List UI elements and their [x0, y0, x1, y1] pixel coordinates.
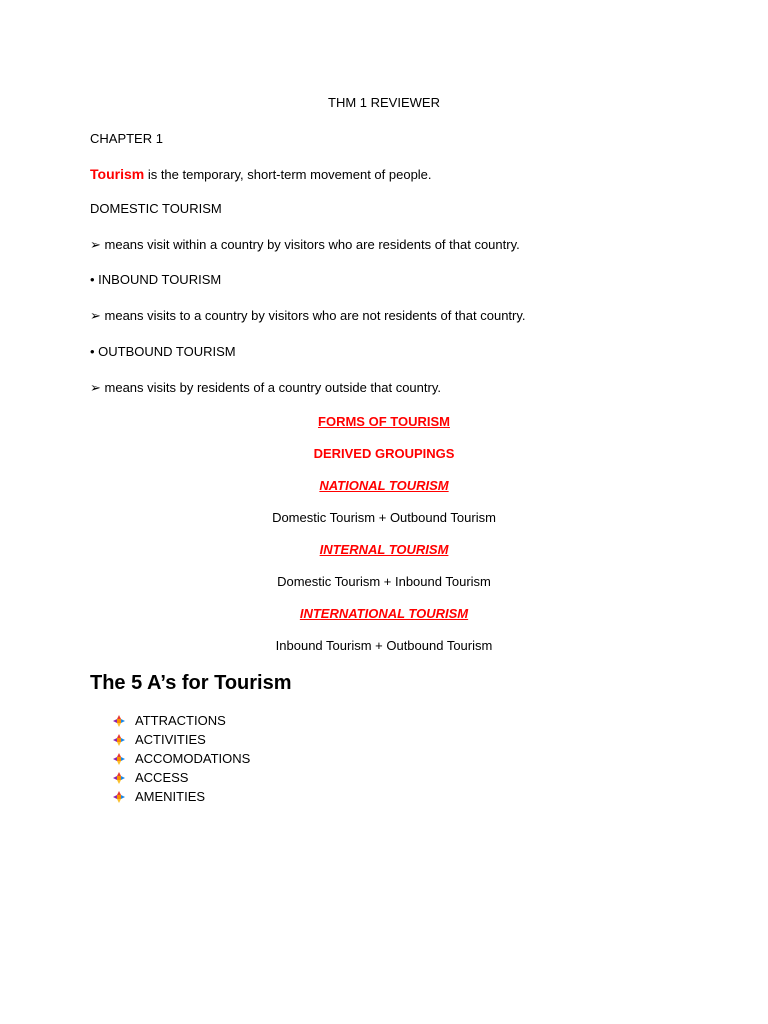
four-color-arrow-bullet-icon: [113, 715, 125, 727]
five-as-item-activities: ACTIVITIES: [135, 732, 206, 747]
domestic-tourism-definition: ➢ means visit within a country by visitors who are residents of that country.: [90, 237, 520, 252]
derived-groupings-text: DERIVED GROUPINGS: [313, 446, 455, 461]
outbound-tourism-heading: • OUTBOUND TOURISM: [90, 344, 236, 359]
international-tourism-heading: [0, 605, 768, 623]
internal-tourism-heading: [0, 541, 768, 559]
four-color-arrow-bullet-icon: [113, 791, 125, 803]
tourism-definition-text: is the temporary, short-term movement of people.: [144, 167, 432, 182]
inbound-tourism-heading: • INBOUND TOURISM: [90, 272, 222, 287]
international-tourism-formula: Inbound Tourism + Outbound Tourism: [275, 638, 493, 653]
five-as-item-amenities: AMENITIES: [135, 789, 206, 804]
list-item: [113, 768, 250, 787]
four-color-arrow-bullet-icon: [113, 734, 125, 746]
outbound-tourism-definition: ➢ means visits by residents of a country outside that country.: [90, 380, 441, 395]
four-color-arrow-bullet-icon: [113, 772, 125, 784]
tourism-definition: [90, 165, 432, 184]
five-as-item-accomodations: ACCOMODATIONS: [135, 751, 251, 766]
national-tourism-heading: [0, 477, 768, 495]
national-tourism-text: NATIONAL TOURISM: [319, 478, 449, 493]
document-title: THM 1 REVIEWER: [328, 95, 440, 110]
internal-tourism-text: INTERNAL TOURISM: [319, 542, 449, 557]
five-as-heading: The 5 A’s for Tourism: [90, 672, 292, 694]
national-tourism-formula: Domestic Tourism + Outbound Tourism: [272, 510, 496, 525]
international-tourism-text: INTERNATIONAL TOURISM: [299, 606, 469, 621]
five-as-list: [113, 711, 250, 806]
internal-tourism-formula: Domestic Tourism + Inbound Tourism: [277, 574, 491, 589]
tourism-term: Tourism: [90, 166, 145, 182]
chapter-label: CHAPTER 1: [90, 131, 163, 146]
forms-of-tourism-text: FORMS OF TOURISM: [318, 414, 450, 429]
derived-groupings-heading: [0, 445, 768, 463]
list-item: [113, 787, 250, 806]
list-item: [113, 730, 250, 749]
forms-of-tourism-heading: [0, 413, 768, 431]
list-item: [113, 711, 250, 730]
four-color-arrow-bullet-icon: [113, 753, 125, 765]
five-as-item-access: ACCESS: [135, 770, 189, 785]
inbound-tourism-definition: ➢ means visits to a country by visitors who are not residents of that country.: [90, 308, 526, 323]
domestic-tourism-heading: DOMESTIC TOURISM: [90, 201, 222, 216]
five-as-item-attractions: ATTRACTIONS: [135, 713, 226, 728]
list-item: [113, 749, 250, 768]
